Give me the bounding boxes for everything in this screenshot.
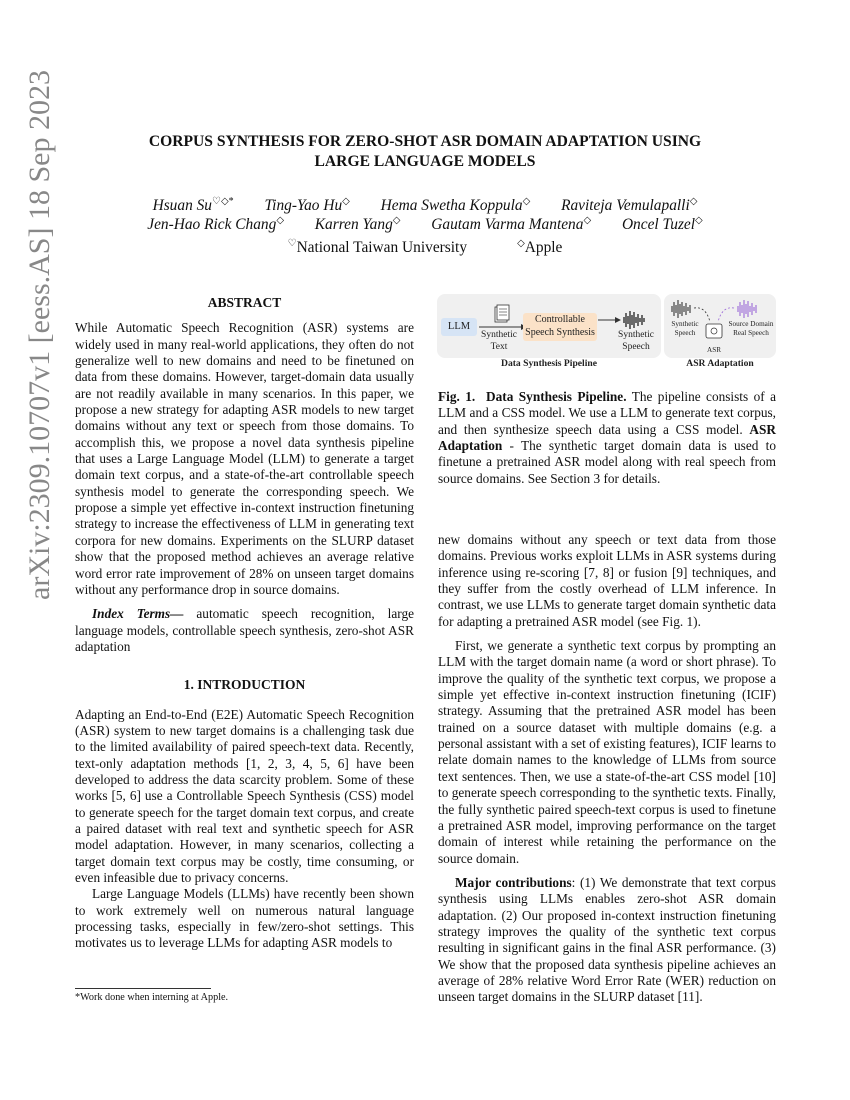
author: Hema Swetha Koppula◇ [380,196,531,215]
contributions-label: Major contributions [455,874,572,890]
synthetic-text-label: Synthetic Text [481,330,517,352]
real-waveform-icon [738,300,756,318]
right-paragraph-1: new domains without any speech or text data from those domains. Previous works exploit LLMs in ASR systems during inference using re-scoring [7, 8] or fusion [9] techniques, and they suffer from the costly overhead of LLM inference. In contrast, we use LLMs to generate target domain synthetic data for adapting a pretrained ASR model (see Fig. 1). [438,532,776,629]
author: Hsuan Su♡◇* [152,196,234,215]
abstract-heading: ABSTRACT [207,295,282,310]
intro-paragraph-2: Large Language Models (LLMs) have recently been shown to work extremely well on numerous natural language processing tasks, especially in few/zero-shot settings. This motivates us to leverage LLMs for adapting ASR models to [75,886,414,951]
right-column [438,532,776,1006]
right-paragraph-2: First, we generate a synthetic text corpus by prompting an LLM with the target domain name (a word or short phrase). To improve the quality of the synthetic text corpus, we propose a simple yet effective in-context instruction finetuning (ICIF) strategy. Assuming that the pretrained ASR model has been trained on a source dataset with multiple domains (e.g. a personal assistant with a set of existing features), ICIF learns to relate domain names to the knowledge of LLMs from source text sentences. Then, we use a state-of-the-art CSS model [10] to generate speech corresponding to the synthetic texts. Finally, the fully synthetic paired speech-text corpus is used to finetune a pretrained ASR model, improving performance on the target domain of interest while retaining the performance on the source domain. [438,638,776,866]
author: Ting-Yao Hu◇ [264,196,350,215]
affiliation: ♡National Taiwan University [287,238,468,257]
caption-bold-2: ASR Adaptation [438,421,776,454]
adaptation-label: ASR Adaptation [686,358,754,369]
adapt-source-label: Source Domain Real Speech [728,320,774,337]
figure-caption: Fig. 1. Data Synthesis Pipeline. The pipeline consists of a LLM and a CSS model. We use a LLM to generate text corpus, and then synthesize speech data using a CSS model. ASR Adaptation - The synthetic target domain data is used to finetune a pretrained ASR model along with real speech from source domains. See Section 3 for details. [438,389,776,486]
author: Gautam Varma Mantena◇ [431,215,592,234]
index-terms [75,606,414,655]
caption-title: Data Synthesis Pipeline. [486,389,627,404]
author: Karren Yang◇ [314,215,401,234]
synthetic-waveform-icon [672,300,690,318]
affiliation: ◇Apple [517,238,563,257]
caption-fig-number: Fig. 1 [438,389,472,404]
css-box: Controllable Speech Synthesis [523,313,597,341]
authors-row-1 [70,196,780,215]
paper-title [80,132,770,172]
affiliations [70,238,780,257]
arxiv-identifier: arXiv:2309.10707v1 [eess.AS] 18 Sep 2023 [23,70,56,600]
title-line-1: CORPUS SYNTHESIS FOR ZERO-SHOT ASR DOMAIN ADAPTATION USING [148,133,702,150]
index-terms-label: Index Terms— [92,606,184,622]
caption-text-1: The pipeline consists of a LLM and a CSS model. We use a LLM to generate text corpus, and then synthesize speech data using a CSS model. [438,389,776,437]
pipeline-label: Data Synthesis Pipeline [501,358,597,369]
contributions-paragraph [438,875,776,1006]
left-column [75,295,414,952]
contributions-text: : (1) We demonstrate that text corpus synthesis using LLMs enables zero-shot ASR domain adaptation. (2) Our proposed in-context instruction finetuning strategy improves the quality of the synthetic text corpus resulting in significant gains in the final ASR performance. (3) We show that the proposed data synthesis pipeline achieves an average of 28% relative Word Error Rate (WER) reduction on unseen target domains in the SLURP dataset [11]. [438,874,776,1005]
intro-paragraph-1: Adapting an End-to-End (E2E) Automatic Speech Recognition (ASR) system to new target domains is a challenging task due to the limited availability of paired speech-text data. Recently, text-only adaptation methods [1, 2, 3, 4, 5, 6] have been developed to address the data scarcity problem. Some of these works [5, 6] use a Controllable Speech Synthesis (CSS) model to generate speech for the target domain text corpus, and create a paired dataset with real text and synthetic speech for ASR model adaptation. However, in many scenarios, collecting a target domain text corpus may be costly, time consuming, or even infeasible due to privacy concerns. [75,706,414,885]
llm-box: LLM [441,318,477,336]
authors-row-2 [70,215,780,234]
author: Raviteja Vemulapalli◇ [561,196,698,215]
author: Jen-Hao Rick Chang◇ [147,215,285,234]
title-line-2: LARGE LANGUAGE MODELS [314,153,536,170]
synthetic-speech-label: Synthetic Speech [618,330,654,352]
footnote-rule [75,988,211,989]
document-icon [478,300,528,332]
author: Oncel Tuzel◇ [621,215,703,234]
intro-heading: 1. INTRODUCTION [183,677,306,693]
asr-label: ASR [707,346,721,354]
abstract-text: While Automatic Speech Recognition (ASR) systems are widely used in many real-world applications, they often do not generalize well to new domains and need to be finetuned on data from these domains. However, target-domain data usually are not readily available in many scenarios. In this paper, we propose a new strategy for adapting ASR models to new target domains without any text or speech from those domains. To accomplish this, we propose a novel data synthesis pipeline that uses a Large Language Model (LLM) to generate a target domain text corpus, and a state-of-the-art controllable speech synthesis model to generate the corresponding speech. We propose a simple yet effective in-context instruction finetuning strategy to increase the effectiveness of LLM in generating text corpora for new domains. Experiments on the SLURP dataset show that the proposed method achieves an average relative word error rate improvement of 28% on unseen target domains without any performance drop in source domains. [75,320,414,597]
caption-text-2: - The synthetic target domain data is used to finetune a pretrained ASR model along with real speech from source domains. See Section 3 for details. [438,438,776,486]
footnote: *Work done when interning at Apple. [75,992,229,1003]
adapt-synthetic-label: Synthetic Speech [671,320,699,337]
index-terms-text: automatic speech recognition, large language models, controllable speech synthesis, zero-shot ASR adaptation [75,606,414,654]
